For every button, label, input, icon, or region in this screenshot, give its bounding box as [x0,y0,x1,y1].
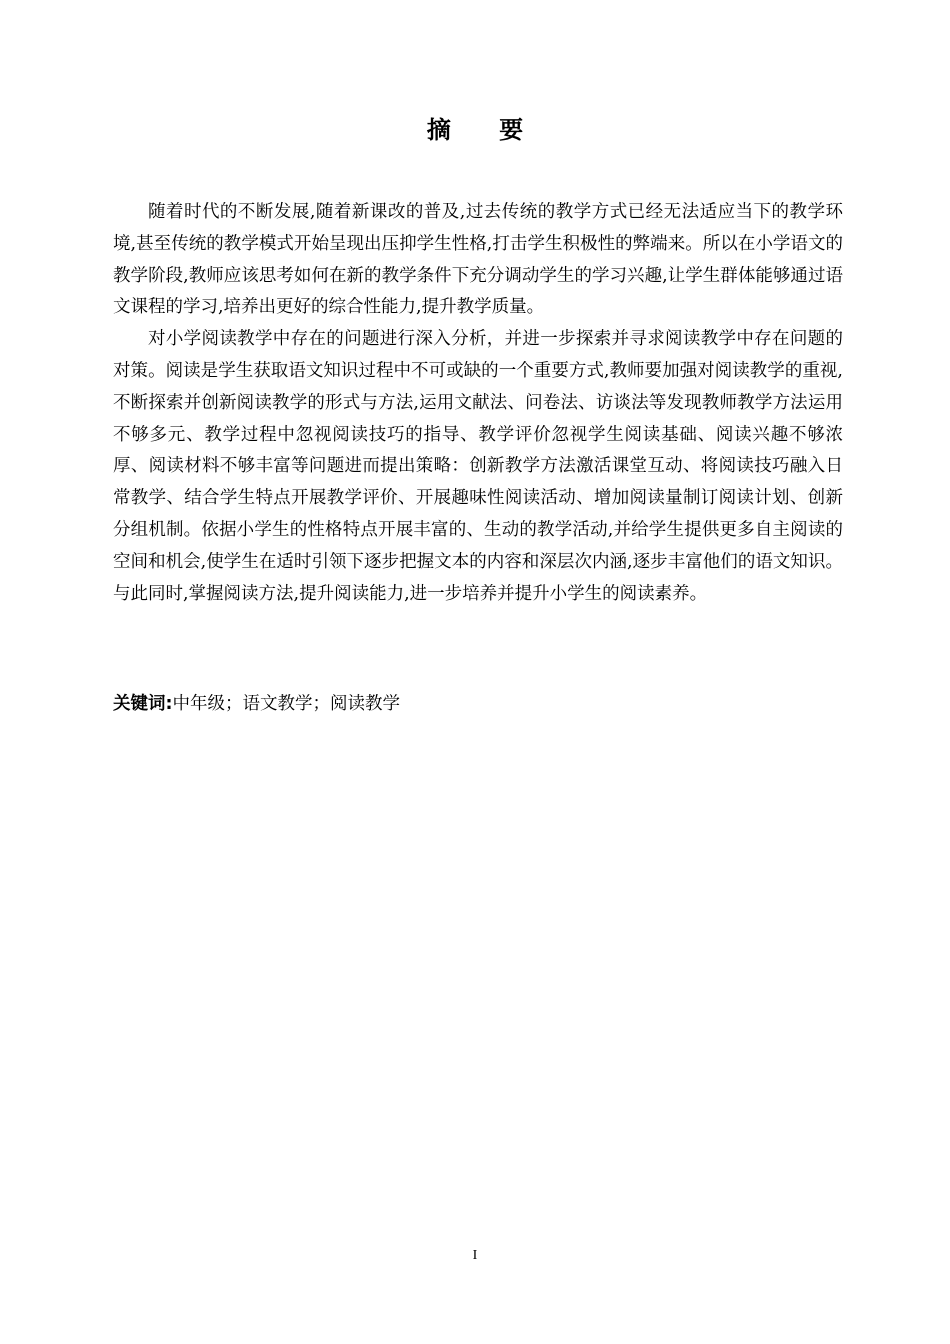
keywords-text: 中年级；语文教学；阅读教学 [172,694,400,714]
keywords-label: 关键词: [113,694,173,714]
abstract-paragraph-1: 随着时代的不断发展,随着新课改的普及,过去传统的教学方式已经无法适应当下的教学环境,甚至传统的教学模式开始呈现出压抑学生性格,打击学生积极性的弊端来。所以在小学语文的教学阶段,教师应该思考如何在新的教学条件下充分调动学生的学习兴趣,让学生群体能够通过语文课程的学习,培养出更好的综合性能力,提升教学质量。 [113,202,843,318]
page-number: I [472,1248,478,1263]
abstract-paragraph-2: 对小学阅读教学中存在的问题进行深入分析，并进一步探索并寻求阅读教学中存在问题的对策。阅读是学生获取语文知识过程中不可或缺的一个重要方式,教师要加强对阅读教学的重视,不断探索并创新阅读教学的形式与方法,运用文献法、问卷法、访谈法等发现教师教学方法运用不够多元、教学过程中忽视阅读技巧的指导、教学评价忽视学生阅读基础、阅读兴趣不够浓厚、阅读材料不够丰富等问题进而提出策略：创新教学方法激活课堂互动、将阅读技巧融入日常教学、结合学生特点开展教学评价、开展趣味性阅读活动、增加阅读量制订阅读计划、创新分组机制。依据小学生的性格特点开展丰富的、生动的教学活动,并给学生提供更多自主阅读的空间和机会,使学生在适时引领下逐步把握文本的内容和深层次内涵,逐步丰富他们的语文知识。与此同时,掌握阅读方法,提升阅读能力,进一步培养并提升小学生的阅读素养。 [113,329,843,604]
keywords-line [113,689,400,719]
abstract-title: 摘 要 [426,116,544,144]
abstract-body [113,197,843,610]
